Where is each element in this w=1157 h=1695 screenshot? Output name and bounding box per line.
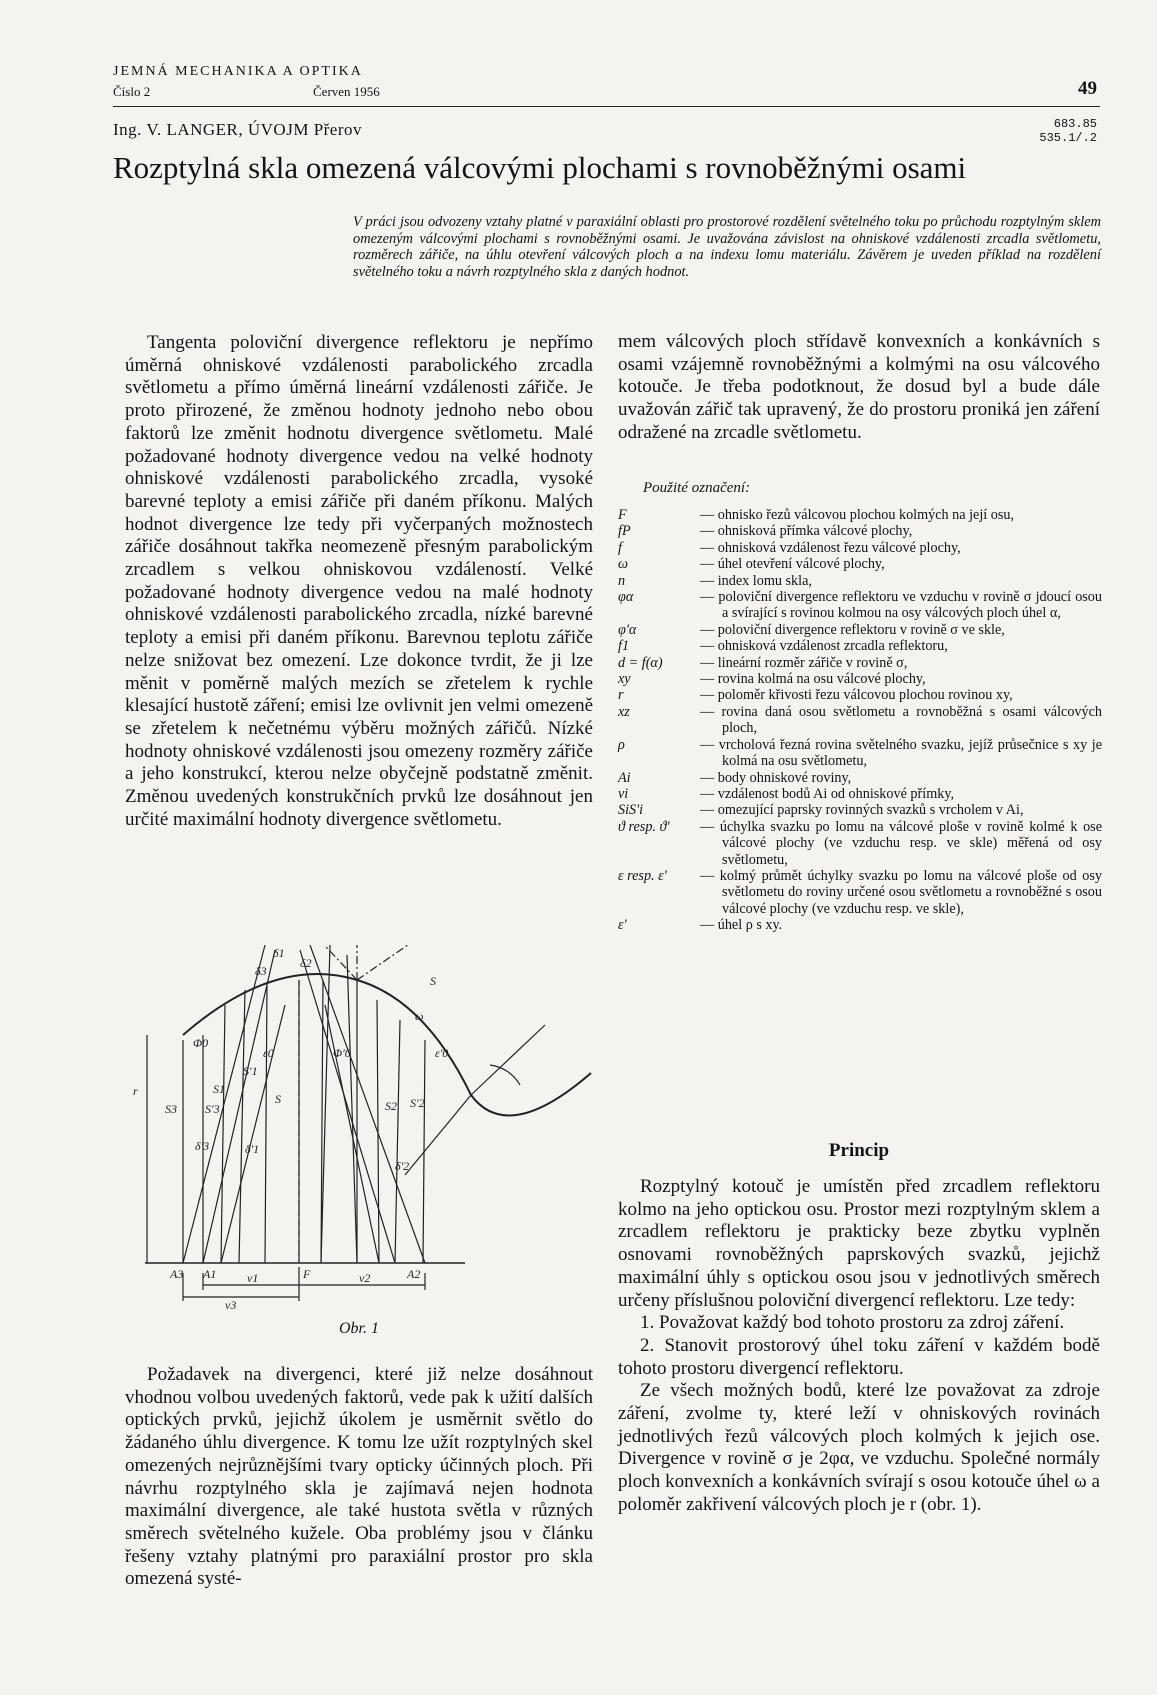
right-column-top <box>618 331 1100 445</box>
figure-label: A2 <box>407 1267 421 1281</box>
figure-label: δ1 <box>273 946 285 960</box>
article-title: Rozptylná skla omezená válcovými plochami s rovnoběžnými osami <box>113 150 967 185</box>
symbol-description: — rovina daná osou světlometu a rovnoběžná s osami válcových ploch, <box>700 703 1102 737</box>
symbol-description: — poloměr křivosti řezu válcovou plochou rovinou xy, <box>700 687 1013 704</box>
figure-label: Φ'0 <box>333 1046 351 1060</box>
symbol: d = f(α) <box>618 654 663 671</box>
list-item: 2. Stanovit prostorový úhel toku záření v každém bodě tohoto prostoru divergencí reflektoru. <box>618 1334 1100 1379</box>
symbol-description: — vzdálenost bodů Ai od ohniskové přímky, <box>700 785 955 802</box>
figure-label: S'1 <box>243 1064 258 1078</box>
figure-label: ε0 <box>263 1046 274 1060</box>
symbol-description: — kolmý průmět úchylky svazku po lomu na válcové ploše od osy světlometu do roviny určené osou světlometu a rovnoběžné s osou válcové plochy (ve vzduchu resp. ve skle), <box>700 867 1102 917</box>
symbol-description: — úhel ρ s xy. <box>700 917 783 934</box>
symbol-row <box>618 622 1102 638</box>
symbol-row <box>618 556 1102 572</box>
figure-label: S <box>275 1092 281 1106</box>
figure-label: S3 <box>165 1102 177 1116</box>
symbol-row <box>618 917 1102 933</box>
symbol-description: — poloviční divergence reflektoru ve vzduchu v rovině σ jdoucí osou a svírající s rovinou kolmou na osy válcových ploch úhel α, <box>700 589 1102 622</box>
figure-label: δ'2 <box>395 1159 410 1173</box>
figure-label: δ'1 <box>245 1142 260 1156</box>
paragraph: mem válcových ploch střídavě konvexních a konkávních s osami vzájemně rovnoběžnými a kolmými na osu válcového kotouče. Je třeba podotknout, že dosud byl a bude dále uvažován zářič tak upravený, že do prostoru proniká jen záření odražené na zrcadle světlometu. <box>618 331 1100 443</box>
symbol-description: — vrcholová řezná rovina světelného svazku, jejíž průsečnice s xy je kolmá na osu světlometu, <box>700 736 1102 770</box>
symbol: Ai <box>618 769 631 786</box>
figure-caption: Obr. 1 <box>338 1320 379 1337</box>
journal-name: JEMNÁ MECHANIKA A OPTIKA <box>113 64 363 79</box>
figure-label: r <box>133 1084 138 1098</box>
paragraph: Požadavek na divergenci, které již nelze dosáhnout vhodnou volbou uvedených faktorů, vede pak k užití dalších optických prvků, jejichž úkolem je usměrnit světlo do žádaného úhlu divergence. K tomu lze užít rozptylných skel omezených nejrůznějšími tvary opticky účinných ploch. Při návrhu rozptylného skla je zajímavá nejen hodnota maximální divergence, ale také hustota světla v různých směrech světelného kužele. Oba problémy jsou v článku řešeny vztahy platnými pro paraxiální prostor pro skla omezená systé- <box>125 1364 593 1590</box>
figure-1-diagram <box>125 945 600 1315</box>
symbol-row <box>618 802 1102 818</box>
symbol: φ'α <box>618 621 637 638</box>
figure-label: A1 <box>203 1267 217 1281</box>
symbol-description: — body ohniskové roviny, <box>700 769 852 786</box>
symbol-row <box>618 507 1102 523</box>
symbol-description: — úhel otevření válcové plochy, <box>700 556 885 573</box>
paragraph: Rozptylný kotouč je umístěn před zrcadlem reflektoru kolmo na jeho optickou osu. Prostor mezi rozptylným sklem a zrcadlem reflektoru je prakticky beze zbytku vyplněn osnovami rovnoběžných paprskových svazků, jejichž maximální úhly s optickou osou jsou v jednotlivých směrech určeny příslušnou poloviční divergencí reflektoru. Lze tedy: <box>618 1176 1100 1311</box>
symbol: ε' <box>618 917 627 934</box>
header-rule <box>113 106 1100 107</box>
symbol: ρ <box>618 736 625 753</box>
left-column-top <box>125 332 593 831</box>
symbol: ω <box>618 556 629 573</box>
symbol-row <box>618 573 1102 589</box>
symbol: fP <box>618 523 631 540</box>
symbol: xz <box>618 703 630 720</box>
udc-code: 535.1/.2 <box>1039 131 1097 145</box>
symbol: f <box>618 539 622 556</box>
symbol-row <box>618 786 1102 802</box>
abstract: V práci jsou odvozeny vztahy platné v paraxiální oblasti pro prostorové rozdělení světelného toku po průchodu rozptylným sklem omezeným válcovými plochami s rovnoběžnými osami. Je uvažována závislost na ohniskové vzdálenosti zrcadla světlometu, rozměrech zářiče, na úhlu otevření válcových ploch a na indexu lomu materiálu. Závěrem je uveden příklad na rozdělení světelného toku a návrh rozptylného skla z daných hodnot. <box>353 214 1101 281</box>
udc-codes <box>1039 117 1097 145</box>
symbol-row <box>618 704 1102 737</box>
figure-1 <box>125 945 600 1315</box>
figure-label: S'2 <box>410 1096 425 1110</box>
list-item: 1. Považovat každý bod tohoto prostoru za zdroj záření. <box>640 1312 1065 1334</box>
figure-label: v1 <box>247 1271 259 1285</box>
figure-label: δ'3 <box>195 1139 210 1153</box>
symbol: r <box>618 687 624 704</box>
paragraph: Tangenta poloviční divergence reflektoru je nepřímo úměrná ohniskové vzdálenosti parabolického zrcadla světlometu a přímo úměrná lineární vzdálenosti zářiče. Je proto přirozené, že změnou hodnoty jednoho nebo obou faktorů lze změnit hodnotu divergence světlometu. Malé požadované hodnoty divergence vedou na velké hodnoty ohniskové vzdálenosti parabolického zrcadla, vysoké barevné teploty a emisi zářiče při daném příkonu. Malých hodnot divergence lze tedy při vyčerpaných možnostech zářiče dosáhnout takřka neomezeně přesným parabolickým zrcadlem s velkou ohniskovou vzdáleností. Velké požadované hodnoty divergence vedou na malé hodnoty ohniskové vzdálenosti parabolického zrcadla, nízké barevné teploty a emisi při daném příkonu. Barevnou teplotu zářiče nelze snižovat bez omezení. Lze dokonce tvrdit, že ji lze měnit v poměrně malých mezích se zřetelem k rychle klesající hustotě záření; emisi lze ovlivnit jen velmi omezeně se zřetelem k nečetnému výběru možných zářičů. Nízké hodnoty ohniskové vzdálenosti jsou omezeny rozměry zářiče a jeho konstrukcí, kterou nelze obyčejně podstatně změnit. Změnou uvedených konstrukčních prvků lze dosáhnout jen určité maximální hodnoty divergence světlometu. <box>125 332 593 830</box>
symbol: n <box>618 572 626 589</box>
figure-label: ω <box>415 1009 424 1023</box>
symbol: vi <box>618 785 629 802</box>
symbol-row <box>618 868 1102 917</box>
figure-label: δ3 <box>255 964 267 978</box>
figure-label: S'3 <box>205 1102 220 1116</box>
symbol-description: — ohnisková vzdálenost řezu válcové plochy, <box>700 539 961 556</box>
issue-date: Červen 1956 <box>313 84 380 99</box>
symbol-description: — omezující paprsky rovinných svazků s vrcholem v Ai, <box>700 802 1024 819</box>
symbol-row <box>618 737 1102 770</box>
symbol: SiS'i <box>618 802 644 819</box>
figure-label: Φ0 <box>193 1036 209 1050</box>
symbol: F <box>618 507 627 523</box>
udc-code: 683.85 <box>1053 117 1097 131</box>
symbols-heading: Použité označení: <box>643 480 751 496</box>
author-line: Ing. V. LANGER, ÚVOJM Přerov <box>113 120 363 139</box>
right-column-bottom <box>618 1176 1100 1517</box>
symbol-row <box>618 638 1102 654</box>
symbol-row <box>618 589 1102 622</box>
symbol: f1 <box>618 638 630 655</box>
symbol-description: — poloviční divergence reflektoru v rovině σ ve skle, <box>700 621 1005 638</box>
figure-label: ε'0 <box>435 1046 449 1060</box>
symbol-description: — ohnisková přímka válcové plochy, <box>700 523 913 540</box>
symbol-row <box>618 540 1102 556</box>
symbol-description: — ohnisko řezů válcovou plochou kolmých na její osu, <box>700 507 1015 523</box>
symbol-description: — úchylka svazku po lomu na válcové ploše v rovině kolmé k ose válcové plochy (ve vzduchu resp. ve skle) měřená od osy světlometu, <box>700 818 1102 868</box>
symbol: xy <box>618 671 631 688</box>
symbol-description: — ohnisková vzdálenost zrcadla reflektoru, <box>700 638 948 655</box>
symbol-row <box>618 655 1102 671</box>
symbol-row <box>618 687 1102 703</box>
issue-number: Číslo 2 <box>113 84 151 99</box>
figure-label: A3 <box>170 1267 184 1281</box>
paragraph: Ze všech možných bodů, které lze považovat za zdroje záření, zvolme ty, které leží v ohniskových rovinách jednotlivých řezů válcových ploch kolmých k jejich ose. Divergence v rovině σ je 2φα, ve vzduchu. Společné normály ploch konvexních a konkávních svírají s osou kotouče úhel ω a poloměr zakřivení válcových ploch je r (obr. 1). <box>618 1380 1100 1515</box>
symbol-row <box>618 819 1102 868</box>
symbol: ϑ resp. ϑ' <box>618 818 670 835</box>
symbol-row <box>618 770 1102 786</box>
symbol-description: — rovina kolmá na osu válcové plochy, <box>700 671 926 688</box>
figure-label: δ2 <box>300 956 312 970</box>
figure-label: S2 <box>385 1099 397 1113</box>
figure-label: v2 <box>359 1271 371 1285</box>
symbol-description: — lineární rozměr zářiče v rovině σ, <box>700 654 908 671</box>
figure-label: S <box>430 974 436 988</box>
symbol-row <box>618 523 1102 539</box>
page-number: 49 <box>1078 78 1097 99</box>
figure-label: F <box>303 1267 311 1281</box>
symbol-row <box>618 671 1102 687</box>
symbol-description: — index lomu skla, <box>700 572 812 589</box>
symbols-list <box>618 507 1102 934</box>
symbol: φα <box>618 589 634 606</box>
section-heading: Princip <box>828 1140 890 1161</box>
figure-label: S1 <box>213 1082 225 1096</box>
figure-label: v3 <box>225 1298 237 1312</box>
symbol: ε resp. ε' <box>618 867 667 884</box>
left-column-bottom <box>125 1364 593 1591</box>
